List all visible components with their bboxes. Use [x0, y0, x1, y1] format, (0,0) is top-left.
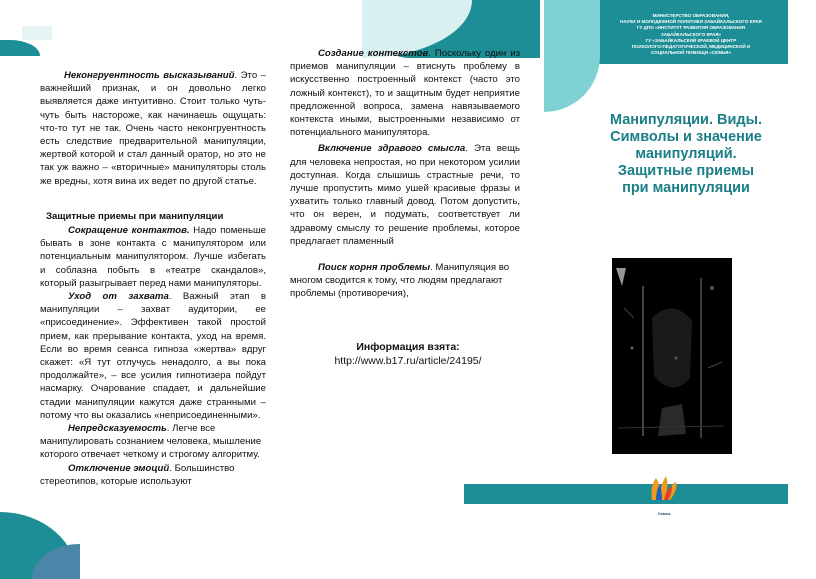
title-line-2: Символы и значение	[610, 129, 762, 145]
cover-photo-art	[612, 258, 732, 454]
title-line-1: Манипуляции. Виды.	[609, 112, 763, 128]
left-text-column	[40, 69, 266, 488]
logo-caption: Семья	[657, 511, 671, 516]
org-line-7: СОЦИАЛЬНОЙ ПОМОЩИ «СЕМЬЯ»	[650, 50, 732, 56]
cover-title	[572, 112, 800, 197]
source-label: Информация взята:	[356, 341, 460, 353]
corner-tab-shape	[0, 40, 40, 56]
common-sense-heading: Включение здравого смысла	[318, 143, 466, 155]
title-line-5: при манипуляции	[622, 180, 750, 196]
header-light-circle	[544, 0, 600, 112]
paragraph-root-search	[290, 261, 520, 301]
capture-escape-text: . Важный этап в манипуляции – захват аудитории, ее «присоединение». Эффективен такой простой прием, как прерывание контакта, уход на время. Если во время сеанса гипноза «жертва» вдруг скажет: «Я тут отлучусь ненадолго, а вы пока продолжайте», – все усилия гипнотизера пойдут насмарку. Очарование спадает, и дальнейшие стадии манипуляции кажутся даже странными – потому что вы оказались «неприсоединенными».	[40, 291, 266, 421]
hands-logo-icon	[644, 470, 684, 506]
paragraph-capture-escape	[40, 290, 266, 422]
org-header	[602, 13, 780, 56]
source-url[interactable]: http://www.b17.ru/article/24195/	[334, 355, 482, 367]
nonconcordance-text: . Это – важнейший признак, и он довольно легко выявляется даже интуитивно. Стоит только чуть-чуть быть настороже, как начинаешь ощущать: что-то тут не так. Очень часто неконгруентность есть следствие предварительной манипуляции, жертвой которой и стал данный оратор, но это не так уж важно – «вторичные» манипуляторы столь же вредны, хотя вина их ведет по другой статье.	[40, 70, 267, 187]
cover-panel	[544, 0, 816, 579]
bottom-left-decoration	[0, 500, 80, 579]
left-panel	[0, 0, 272, 579]
org-line-4: ЗАБАЙКАЛЬСКОГО КРАЯ»	[660, 31, 722, 37]
paragraph-contact-reduction	[40, 224, 266, 290]
emotions-off-heading: Отключение эмоций	[68, 462, 170, 474]
unpredictability-text: . Легче все манипулировать сознанием человека, мышление которого отвечает четкому и строгому алгоритму.	[40, 423, 262, 461]
root-search-text: . Манипуляция во многом сводится к тому, что людям предлагают проблемы (противоречия),	[290, 262, 510, 300]
contact-reduction-heading: Сокращение контактов.	[68, 225, 190, 237]
contact-reduction-text: Надо поменьше бывать в зоне контакта с манипулятором или потенциальным манипулятором. Лучше избегать и соблазна побыть в «театре скандалов», который разыгрывает перед нами манипуляторы.	[40, 225, 266, 289]
footer-teal-band	[464, 484, 788, 504]
source-block	[272, 340, 544, 368]
org-line-3: ГУ ДПО «ИНСТИТУТ РАЗВИТИЯ ОБРАЗОВАНИЯ	[636, 25, 746, 31]
contexts-heading: Создание контекстов	[318, 48, 429, 59]
title-line-4: Защитные приемы	[617, 163, 755, 179]
title-line-3: манипуляций.	[635, 146, 737, 162]
common-sense-text: . Эта вещь для человека непростая, но при некотором усилии доступная. Когда слышишь страстные речи, то лучше пропустить мимо ушей красивые фразы и ухватить только главный довод. Потом допустить, что он верен, и подумать, соответствует ли здравому смыслу то решение проблемы, которое предлагает пламенный	[290, 143, 520, 247]
org-line-2: НАУКИ И МОЛОДЕЖНОЙ ПОЛИТИКИ ЗАБАЙКАЛЬСКОГО КРАЯ	[620, 19, 762, 25]
unpredictability-heading: Непредсказуемость	[68, 423, 167, 435]
emotions-off-text: . Большинство стереотипов, которые используют	[40, 462, 235, 487]
paragraph-unpredictability	[40, 422, 266, 462]
contexts-text: . Поскольку один из приемов манипуляции – втиснуть проблему в искусственно построенный контекст (часто это ложный контекст), то и защитным будет неприятие предложенной вопроса, замена навязываемого контекста иными, выстроенными независимо от потенциального манипулятора.	[290, 48, 520, 139]
cover-photo	[612, 258, 732, 454]
root-search-heading: Поиск корня проблемы	[318, 262, 431, 274]
org-line-5: ГУ «ЗАБАЙКАЛЬСКИЙ КРАЕВОЙ ЦЕНТР	[645, 37, 737, 43]
paragraph-emotions-off	[40, 462, 266, 488]
capture-escape-heading: Уход от захвата	[68, 291, 169, 303]
nonconcordance-heading: Неконгруентность высказываний	[64, 70, 235, 81]
org-line-1: МИНИСТЕРСТВО ОБРАЗОВАНИЯ,	[652, 13, 730, 18]
paragraph-nonconcordance	[40, 69, 266, 188]
family-logo	[644, 470, 684, 514]
section-heading: Защитные приемы при манипуляции	[46, 210, 224, 222]
paragraph-common-sense	[290, 142, 520, 248]
paragraph-contexts	[290, 47, 520, 139]
middle-text-column	[290, 47, 520, 301]
corner-tab-accent	[22, 26, 52, 40]
org-line-6: ПСИХОЛОГО-ПЕДАГОГИЧЕСКОЙ, МЕДИЦИНСКОЙ И	[631, 44, 751, 50]
